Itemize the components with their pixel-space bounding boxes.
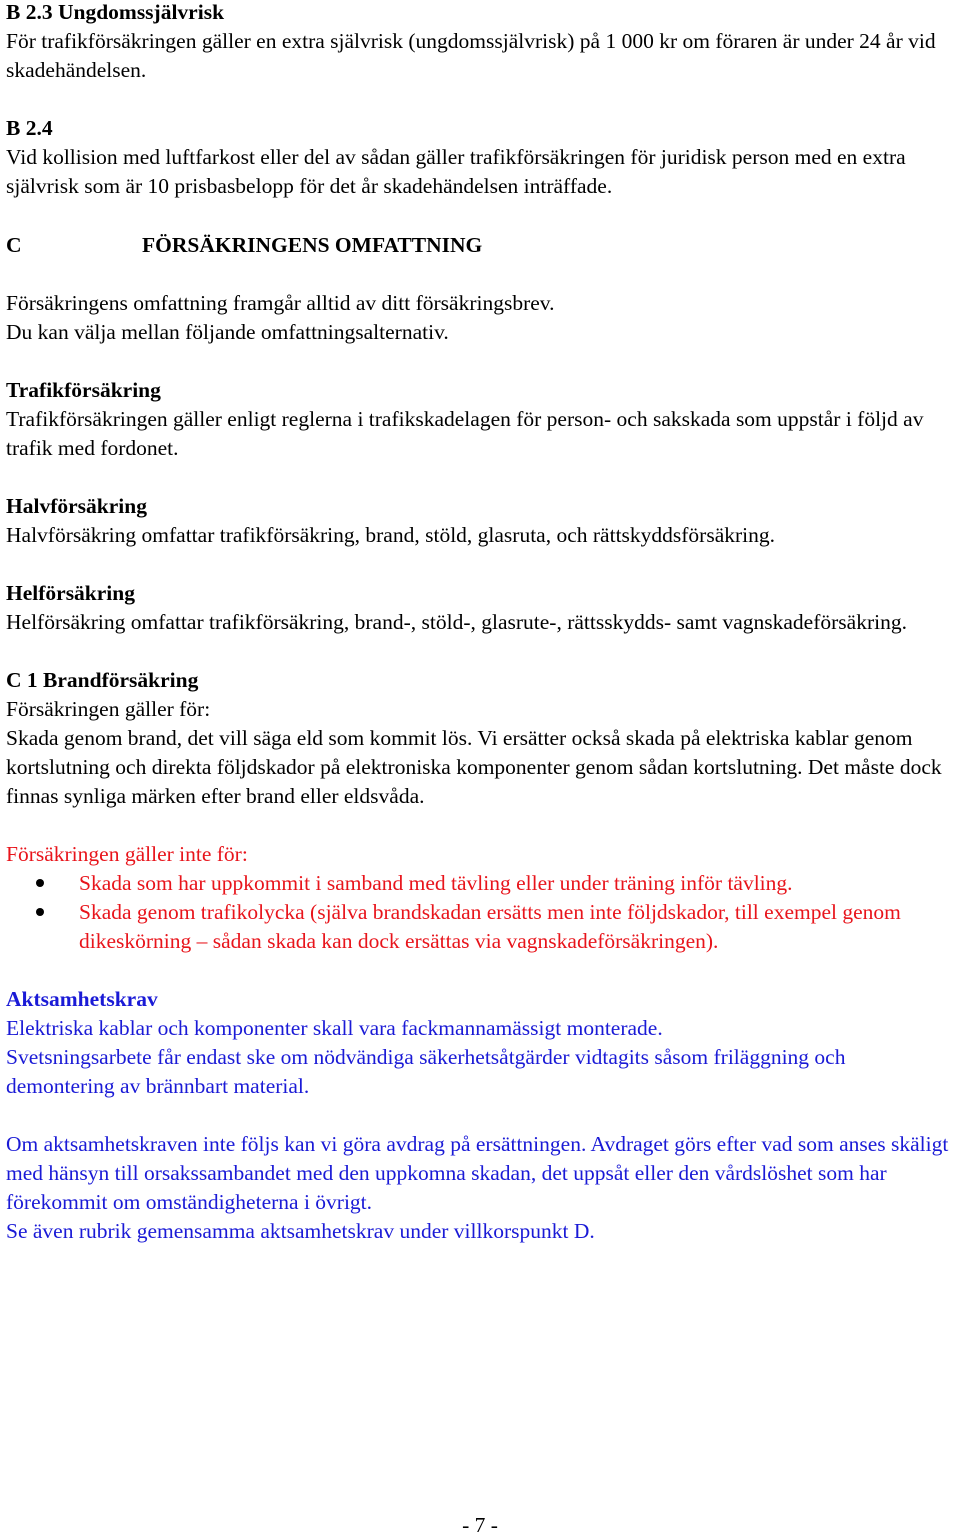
exclusion-text: Skada som har uppkommit i samband med tävling eller under träning inför tävling.: [79, 871, 793, 895]
paragraph-trafikforsakring: Trafikförsäkringen gäller enligt reglerna i trafikskadelagen för person- och sakskada som uppstår i följd av trafik med fordonet.: [6, 407, 924, 460]
section-letter: C: [6, 233, 22, 257]
exclusion-list: [6, 869, 952, 956]
list-item: [6, 898, 952, 956]
heading-halvforsakring: Halvförsäkring: [6, 494, 147, 518]
section-heading-c: [6, 231, 952, 260]
paragraph-helforsakring: Helförsäkring omfattar trafikförsäkring, brand-, stöld-, glasrute-, rättsskydds- samt vagnskadeförsäkring.: [6, 610, 907, 634]
paragraph-aktsamhet-2: Svetsningsarbete får endast ske om nödvändiga säkerhetsåtgärder vidtagits såsom friläggning och demontering av brännbart material.: [6, 1045, 846, 1098]
paragraph-c-intro-2: Du kan välja mellan följande omfattningsalternativ.: [6, 320, 449, 344]
bullet-icon: [36, 879, 44, 887]
paragraph-b24: Vid kollision med luftfarkost eller del av sådan gäller trafikförsäkringen för juridisk person med en extra självrisk som är 10 prisbasbelopp för det år skadehändelsen inträffade.: [6, 145, 906, 198]
paragraph-halvforsakring: Halvförsäkring omfattar trafikförsäkring, brand, stöld, glasruta, och rättskyddsförsäkring.: [6, 523, 776, 547]
paragraph-aktsamhet-3: Om aktsamhetskraven inte följs kan vi göra avdrag på ersättningen. Avdraget görs efter vad som anses skäligt med hänsyn till orsakssambandet med den uppkomna skadan, det uppsåt eller den vårdslöshet som har förekommit om omständigheterna i övrigt.: [6, 1132, 949, 1214]
paragraph-c1: Skada genom brand, det vill säga eld som kommit lös. Vi ersätter också skada på elektriska kablar genom kortslutning och direkta följdskador på elektroniska komponenter genom sådan kortslutning. Det måste dock finnas synliga märken efter brand eller eldsvåda.: [6, 726, 942, 808]
paragraph-b23: För trafikförsäkringen gäller en extra självrisk (ungdomssjälvrisk) på 1 000 kr om föraren är under 24 år vid skadehändelsen.: [6, 29, 936, 82]
section-heading-b23: B 2.3 Ungdomssjälvrisk: [6, 0, 225, 24]
paragraph-c-intro-1: Försäkringens omfattning framgår alltid av ditt försäkringsbrev.: [6, 291, 555, 315]
paragraph-aktsamhet-1: Elektriska kablar och komponenter skall vara fackmannamässigt monterade.: [6, 1016, 663, 1040]
label-applies-for: Försäkringen gäller för:: [6, 697, 211, 721]
heading-c1-brandforsakring: C 1 Brandförsäkring: [6, 668, 199, 692]
document-page: [6, 0, 952, 1246]
heading-exclusions: Försäkringen gäller inte för:: [6, 842, 248, 866]
heading-aktsamhetskrav: Aktsamhetskrav: [6, 987, 158, 1011]
paragraph-aktsamhet-4: Se även rubrik gemensamma aktsamhetskrav under villkorspunkt D.: [6, 1219, 595, 1243]
bullet-icon: [36, 908, 44, 916]
heading-helforsakring: Helförsäkring: [6, 581, 135, 605]
page-number: - 7 -: [462, 1513, 498, 1537]
heading-trafikforsakring: Trafikförsäkring: [6, 378, 161, 402]
section-title: FÖRSÄKRINGENS OMFATTNING: [142, 233, 483, 257]
exclusion-text: Skada genom trafikolycka (själva brandskadan ersätts men inte följdskador, till exempel genom dikeskörning – sådan skada kan dock ersättas via vagnskadeförsäkringen).: [79, 900, 901, 953]
section-heading-b24: B 2.4: [6, 116, 53, 140]
list-item: [6, 869, 952, 898]
